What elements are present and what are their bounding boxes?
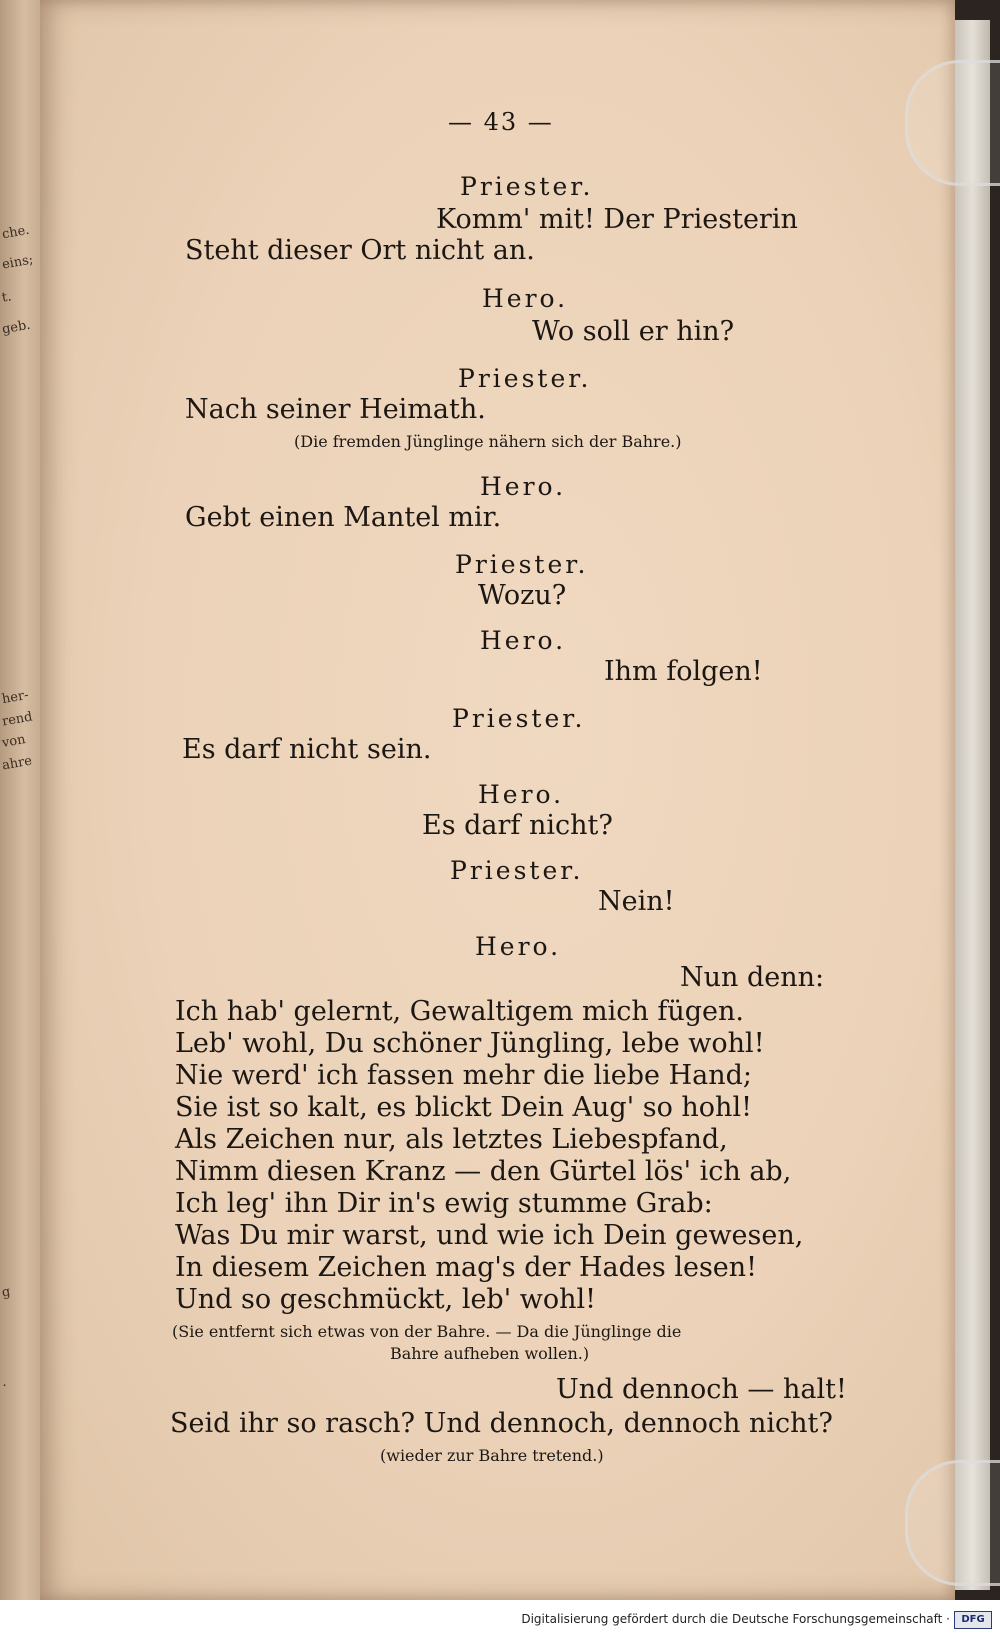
funding-credit: Digitalisierung gefördert durch die Deutsche Forschungsgemeinschaft ·	[521, 1612, 950, 1626]
margin-fragment: che.	[0, 222, 31, 243]
speaker-label: Priester.	[450, 856, 584, 885]
speaker-label: Priester.	[458, 364, 592, 393]
verse-line: Wo soll er hin?	[532, 316, 735, 347]
verse-line: Nach seiner Heimath.	[185, 394, 486, 425]
verse-line: Komm' mit! Der Priesterin	[436, 204, 798, 235]
margin-fragment: von	[0, 732, 27, 751]
footer-bar	[0, 1600, 1000, 1639]
verse-line: Ich hab' gelernt, Gewaltigem mich fügen.	[175, 996, 744, 1027]
verse-line: Nun denn:	[680, 962, 825, 993]
speaker-label: Hero.	[478, 780, 565, 809]
verse-line: Es darf nicht sein.	[182, 734, 432, 765]
verse-line: Steht dieser Ort nicht an.	[185, 235, 535, 266]
verse-line: Nein!	[598, 886, 675, 917]
book-clip-bottom	[905, 1460, 1000, 1586]
verse-line: Ich leg' ihn Dir in's ewig stumme Grab:	[175, 1188, 713, 1219]
speaker-label: Hero.	[475, 932, 562, 961]
verse-line: Sie ist so kalt, es blickt Dein Aug' so hohl!	[175, 1092, 752, 1123]
stage-direction: Bahre aufheben wollen.)	[390, 1344, 590, 1363]
verse-line: Und dennoch — halt!	[556, 1374, 847, 1405]
speaker-label: Priester.	[455, 550, 589, 579]
dfg-logo: DFG	[954, 1611, 992, 1629]
margin-fragment: .	[0, 1374, 8, 1391]
speaker-label: Hero.	[482, 284, 569, 313]
stage-direction: (Die fremden Jünglinge nähern sich der Bahre.)	[294, 432, 682, 451]
speaker-label: Hero.	[480, 472, 567, 501]
verse-line: Seid ihr so rasch? Und dennoch, dennoch nicht?	[170, 1408, 833, 1439]
margin-fragment: her-	[0, 687, 30, 708]
verse-line: Gebt einen Mantel mir.	[185, 502, 502, 533]
verse-line: Nie werd' ich fassen mehr die liebe Hand;	[175, 1060, 753, 1091]
verse-line: Und so geschmückt, leb' wohl!	[175, 1284, 596, 1315]
verse-line: Es darf nicht?	[422, 810, 613, 841]
margin-fragment: g	[0, 1284, 12, 1301]
verse-line: Ihm folgen!	[604, 656, 763, 687]
verse-line: Leb' wohl, Du schöner Jüngling, lebe wohl!	[175, 1028, 765, 1059]
speaker-label: Priester.	[452, 704, 586, 733]
verse-line: Als Zeichen nur, als letztes Liebespfand,	[175, 1124, 728, 1155]
margin-fragment: t.	[0, 289, 13, 306]
margin-fragment: ahre	[0, 753, 34, 774]
stage-direction: (Sie entfernt sich etwas von der Bahre. — Da die Jünglinge die	[172, 1322, 682, 1341]
stage-direction: (wieder zur Bahre tretend.)	[380, 1446, 604, 1465]
page-edge	[955, 20, 990, 1590]
verse-line: Was Du mir warst, und wie ich Dein gewesen,	[175, 1220, 804, 1251]
verse-line: Wozu?	[478, 580, 567, 611]
margin-fragment: rend	[0, 709, 34, 730]
verse-line: Nimm diesen Kranz — den Gürtel lös' ich ab,	[175, 1156, 792, 1187]
speaker-label: Priester.	[460, 172, 594, 201]
page-number: — 43 —	[448, 108, 554, 136]
book-clip-top	[905, 60, 1000, 186]
margin-fragment: geb.	[0, 317, 32, 338]
margin-fragment: eins;	[0, 252, 35, 273]
verse-line: In diesem Zeichen mag's der Hades lesen!	[175, 1252, 758, 1283]
previous-page-edge	[0, 0, 40, 1600]
speaker-label: Hero.	[480, 626, 567, 655]
